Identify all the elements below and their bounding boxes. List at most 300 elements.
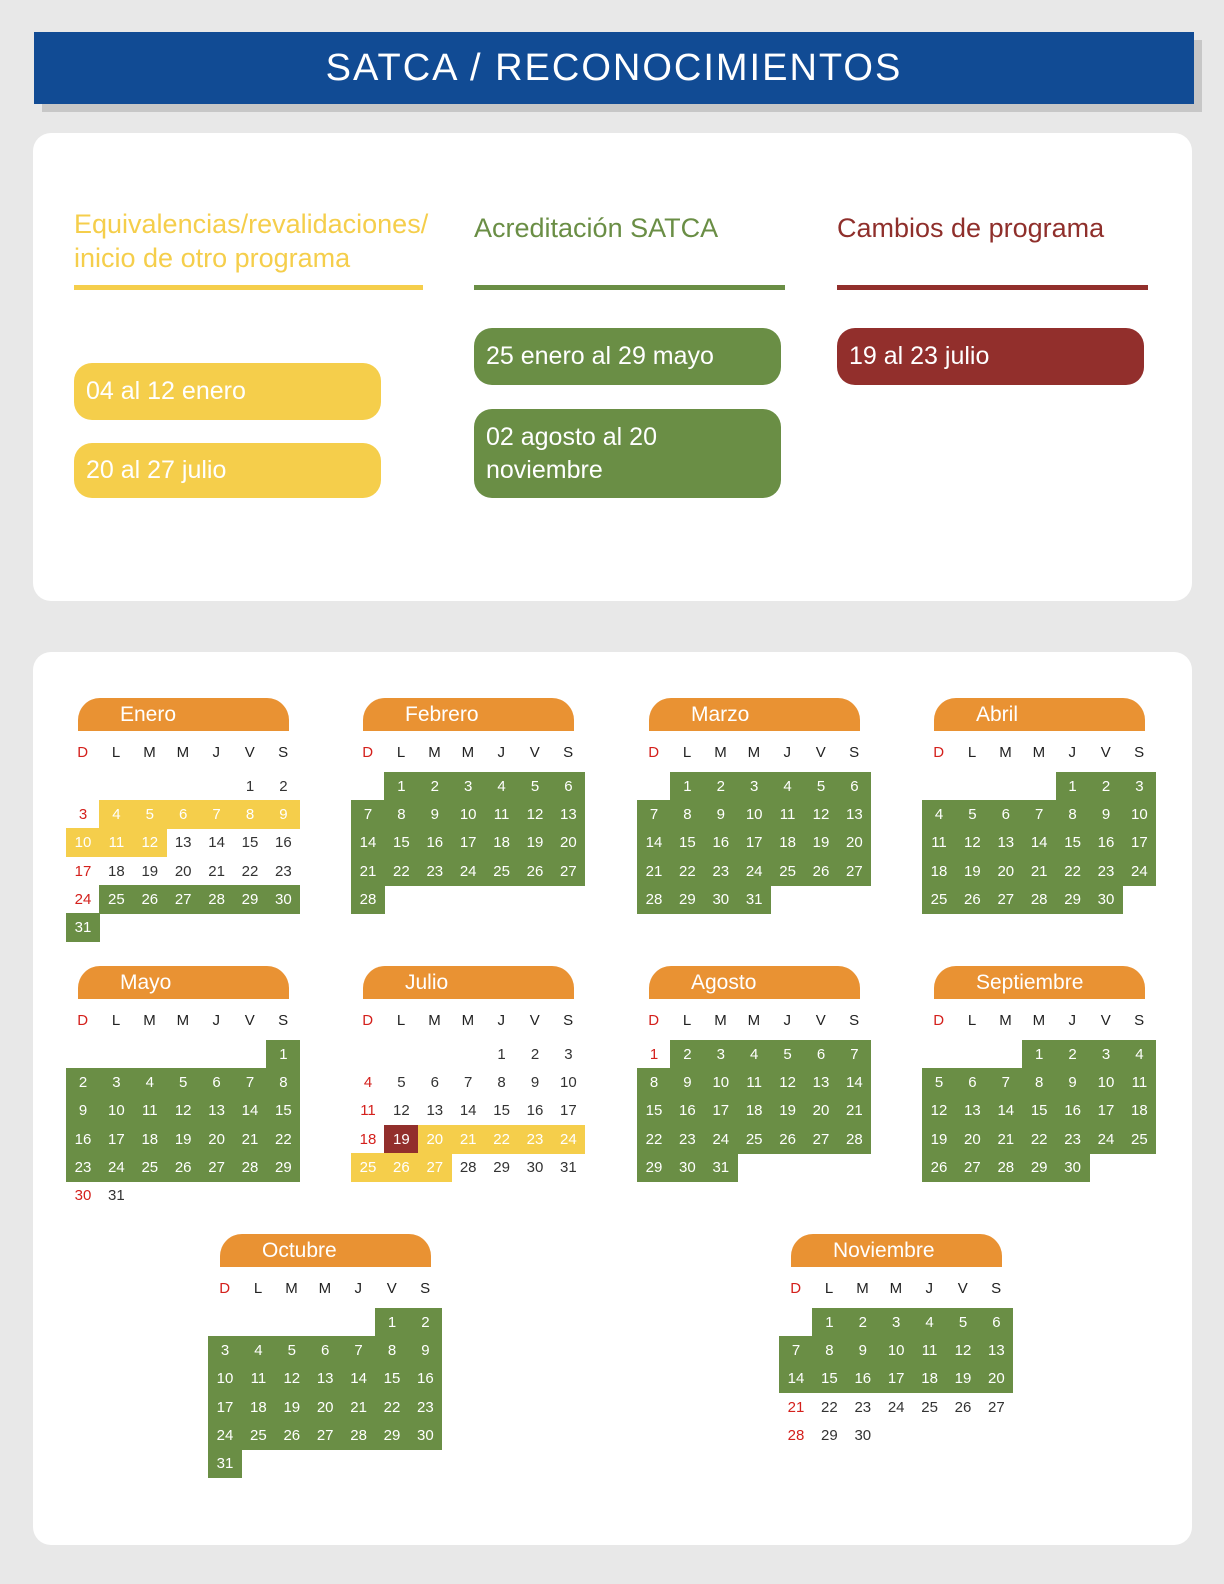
calendar-day: 18 [359, 1130, 377, 1148]
calendar-day: 23 [670, 1125, 704, 1154]
weekday-label: L [967, 1012, 977, 1029]
calendar-day: 1 [1022, 1040, 1056, 1069]
calendar-day: 17 [1089, 1096, 1123, 1125]
calendar-day: 3 [879, 1308, 913, 1337]
calendar-day: 27 [988, 1398, 1005, 1416]
weekday-label: D [77, 1012, 89, 1029]
calendar-day: 13 [804, 1068, 838, 1097]
calendar-day: 13 [989, 828, 1023, 857]
calendar-day: 23 [1056, 1125, 1090, 1154]
calendar-day: 10 [737, 800, 771, 829]
weekday-label: M [143, 744, 156, 761]
weekday-label: J [212, 1012, 221, 1029]
calendar-day: 24 [551, 1125, 585, 1154]
calendar-day: 19 [166, 1125, 200, 1154]
calendar-day: 22 [637, 1125, 671, 1154]
calendar-day: 4 [737, 1040, 771, 1069]
calendar-day: 13 [308, 1364, 342, 1393]
calendar-day: 21 [451, 1125, 485, 1154]
calendar-day: 19 [922, 1125, 956, 1154]
calendar-day: 7 [464, 1074, 473, 1092]
calendar-day: 6 [979, 1308, 1013, 1337]
column-underline [837, 285, 1148, 290]
calendar-day: 4 [922, 800, 956, 829]
calendar-day: 29 [1056, 885, 1090, 914]
calendar-day: 19 [804, 828, 838, 857]
weekday-label: L [824, 1280, 834, 1297]
column-title: Cambios de programa [837, 213, 1105, 243]
calendar-day: 26 [922, 1153, 956, 1182]
month-febrero [351, 698, 585, 998]
calendar-day: 21 [1022, 857, 1056, 886]
calendar-day: 22 [375, 1393, 409, 1422]
calendar-day: 28 [351, 885, 385, 914]
calendar-day: 30 [1056, 1153, 1090, 1182]
weekday-label: M [1032, 744, 1046, 761]
calendar-day: 14 [208, 834, 225, 852]
weekday-label: V [1100, 1012, 1111, 1029]
calendar-day: 10 [704, 1068, 738, 1097]
calendar-day: 23 [275, 862, 292, 880]
calendar-day: 19 [141, 862, 159, 880]
month-title: Mayo [78, 966, 289, 999]
calendar-day: 25 [922, 885, 956, 914]
calendar-day: 19 [384, 1125, 418, 1154]
calendar-day: 12 [922, 1096, 956, 1125]
calendar-day: 26 [133, 885, 167, 914]
calendar-day: 7 [779, 1336, 813, 1365]
month-title: Abril [934, 698, 1145, 731]
period-pill: 20 al 27 julio [74, 443, 381, 498]
period-pill: 02 agosto al 20 noviembre [474, 409, 781, 498]
calendar-day: 9 [408, 1336, 442, 1365]
calendar-day: 3 [737, 772, 771, 801]
calendar-day: 24 [704, 1125, 738, 1154]
weekday-label: S [991, 1280, 1002, 1297]
weekday-label: S [563, 744, 574, 761]
weekday-label: S [420, 1280, 431, 1297]
calendar-day: 27 [200, 1153, 234, 1182]
calendar-day: 15 [812, 1364, 846, 1393]
weekday-label: M [143, 1012, 156, 1029]
calendar-day: 27 [418, 1153, 452, 1182]
calendar-day: 6 [166, 800, 200, 829]
calendar-day: 26 [804, 857, 838, 886]
calendar-day: 18 [922, 857, 956, 886]
weekday-label: D [790, 1280, 802, 1297]
calendar-day: 22 [1056, 857, 1090, 886]
weekday-label: M [1032, 1012, 1046, 1029]
weekday-label: L [682, 1012, 692, 1029]
month-title: Julio [363, 966, 574, 999]
calendar-day: 18 [1122, 1096, 1156, 1125]
weekday-label: V [244, 1012, 255, 1029]
weekday-label: M [889, 1280, 903, 1297]
calendar-day: 21 [787, 1398, 805, 1416]
calendar-day: 17 [74, 862, 92, 880]
calendar-day: 2 [530, 1046, 540, 1063]
calendar-day: 1 [384, 772, 418, 801]
weekday-label: D [362, 1012, 374, 1029]
weekday-label: D [933, 1012, 945, 1029]
weekday-label: V [815, 744, 826, 761]
calendar-day: 23 [854, 1398, 872, 1416]
calendar-day: 29 [821, 1426, 838, 1444]
calendar-day: 4 [99, 800, 133, 829]
month-title: Septiembre [934, 966, 1145, 999]
weekday-label: S [1134, 1012, 1145, 1029]
calendar-day: 13 [979, 1336, 1013, 1365]
calendar-day: 23 [408, 1393, 442, 1422]
calendar-day: 4 [133, 1068, 167, 1097]
calendar-day: 19 [946, 1364, 980, 1393]
weekday-label: L [967, 744, 977, 761]
weekday-label: M [714, 1012, 727, 1029]
weekday-label: J [497, 744, 506, 761]
calendar-day: 1 [497, 1046, 506, 1063]
calendar-day: 5 [955, 800, 989, 829]
calendar-day: 31 [66, 913, 100, 942]
calendar-day: 15 [1056, 828, 1090, 857]
calendar-day: 27 [955, 1153, 989, 1182]
weekday-label: S [1134, 744, 1145, 761]
calendar-day: 13 [426, 1102, 444, 1120]
calendar-day: 15 [266, 1096, 300, 1125]
weekday-label: J [1068, 744, 1077, 761]
calendar-day: 21 [637, 857, 671, 886]
calendar-day: 2 [279, 778, 288, 795]
weekday-label: D [648, 744, 660, 761]
calendar-day: 30 [670, 1153, 704, 1182]
calendar-day: 27 [837, 857, 871, 886]
calendar-day: 29 [637, 1153, 671, 1182]
calendar-day: 15 [241, 834, 259, 852]
calendar-day: 16 [846, 1364, 880, 1393]
calendar-day: 1 [245, 778, 255, 795]
month-julio [351, 966, 585, 1266]
calendar-day: 24 [887, 1398, 905, 1416]
calendar-day: 28 [989, 1153, 1023, 1182]
calendar-day: 15 [493, 1102, 510, 1120]
calendar-day: 19 [275, 1393, 309, 1422]
calendar-day: 6 [837, 772, 871, 801]
month-marzo [637, 698, 871, 998]
calendar-day: 7 [342, 1336, 376, 1365]
calendar-day: 12 [955, 828, 989, 857]
calendar-day: 12 [518, 800, 552, 829]
calendar-day: 27 [804, 1125, 838, 1154]
calendar-day: 27 [166, 885, 200, 914]
calendar-day: 9 [1089, 800, 1123, 829]
calendar-day: 2 [1056, 1040, 1090, 1069]
calendar-day: 16 [66, 1125, 100, 1154]
calendar-day: 18 [737, 1096, 771, 1125]
calendar-day: 7 [837, 1040, 871, 1069]
calendar-day: 17 [99, 1125, 133, 1154]
calendar-day: 6 [955, 1068, 989, 1097]
calendar-day: 10 [1089, 1068, 1123, 1097]
calendar-day: 13 [551, 800, 585, 829]
calendar-day: 12 [946, 1336, 980, 1365]
calendar-day: 11 [241, 1364, 275, 1393]
calendar-day: 16 [704, 828, 738, 857]
calendar-day: 16 [418, 828, 452, 857]
calendar-day: 11 [922, 828, 956, 857]
calendar-day: 16 [670, 1096, 704, 1125]
weekday-label: D [77, 744, 89, 761]
calendar-day: 7 [989, 1068, 1023, 1097]
calendar-day: 16 [1089, 828, 1123, 857]
calendar-day: 15 [637, 1096, 671, 1125]
month-title: Noviembre [791, 1234, 1002, 1267]
calendar-day: 13 [200, 1096, 234, 1125]
calendar-day: 20 [804, 1096, 838, 1125]
weekday-label: M [747, 744, 761, 761]
calendar-day: 22 [241, 862, 259, 880]
calendar-day: 7 [200, 800, 234, 829]
calendar-day: 25 [1122, 1125, 1156, 1154]
calendar-day: 31 [108, 1187, 125, 1204]
month-noviembre [779, 1234, 1013, 1534]
calendar-day: 8 [637, 1068, 671, 1097]
calendar-day: 12 [166, 1096, 200, 1125]
calendar-day: 1 [1056, 772, 1090, 801]
calendar-day: 26 [954, 1398, 972, 1416]
calendar-day: 6 [551, 772, 585, 801]
weekday-label: M [318, 1280, 332, 1297]
weekday-label: L [111, 744, 121, 761]
calendar-day: 28 [233, 1153, 267, 1182]
calendar-day: 23 [704, 857, 738, 886]
calendar-day: 21 [233, 1125, 267, 1154]
calendar-day: 29 [670, 885, 704, 914]
calendar-day: 9 [1056, 1068, 1090, 1097]
calendar-day: 2 [670, 1040, 704, 1069]
calendar-day: 18 [485, 828, 519, 857]
month-septiembre [922, 966, 1156, 1266]
calendar-day: 14 [837, 1068, 871, 1097]
calendar-day: 24 [451, 857, 485, 886]
calendar-day: 12 [771, 1068, 805, 1097]
calendar-day: 7 [351, 800, 385, 829]
calendar-day: 30 [526, 1158, 544, 1176]
calendar-day: 10 [451, 800, 485, 829]
weekday-label: M [176, 1012, 190, 1029]
calendar-day: 6 [430, 1074, 439, 1092]
calendar-day: 9 [66, 1096, 100, 1125]
calendar-day: 17 [879, 1364, 913, 1393]
period-pill: 19 al 23 julio [837, 328, 1144, 385]
calendar-day: 11 [485, 800, 519, 829]
calendar-day: 6 [308, 1336, 342, 1365]
weekday-label: L [396, 744, 406, 761]
page-title: SATCA / RECONOCIMIENTOS [34, 32, 1194, 104]
calendar-day: 16 [408, 1364, 442, 1393]
calendar-day: 12 [804, 800, 838, 829]
calendar-day: 5 [518, 772, 552, 801]
calendar-day: 21 [208, 862, 225, 880]
calendar-day: 10 [1122, 800, 1156, 829]
calendar-day: 12 [133, 828, 167, 857]
calendar-day: 21 [351, 857, 385, 886]
calendar-day: 10 [99, 1096, 133, 1125]
calendar-day: 22 [821, 1398, 838, 1416]
weekday-label: J [783, 1012, 792, 1029]
calendar-day: 19 [518, 828, 552, 857]
calendar-day: 5 [166, 1068, 200, 1097]
calendar-day: 25 [737, 1125, 771, 1154]
calendar-day: 2 [408, 1308, 442, 1337]
calendar-day: 22 [485, 1125, 519, 1154]
weekday-label: S [849, 744, 860, 761]
calendar-day: 27 [551, 857, 585, 886]
calendar-day: 19 [771, 1096, 805, 1125]
month-mayo [66, 966, 300, 1266]
calendar-day: 25 [351, 1153, 385, 1182]
calendar-day: 3 [564, 1046, 573, 1063]
calendar-day: 29 [493, 1158, 510, 1176]
weekday-label: S [563, 1012, 574, 1029]
calendar-day: 6 [804, 1040, 838, 1069]
calendar-day: 30 [74, 1187, 92, 1204]
calendar-day: 24 [737, 857, 771, 886]
calendar-day: 14 [233, 1096, 267, 1125]
calendar-day: 20 [200, 1125, 234, 1154]
calendar-day: 3 [208, 1336, 242, 1365]
calendar-day: 5 [804, 772, 838, 801]
calendar-day: 4 [363, 1074, 373, 1092]
calendar-day: 20 [308, 1393, 342, 1422]
month-title: Febrero [363, 698, 574, 731]
calendar-day: 14 [1022, 828, 1056, 857]
calendar-day: 11 [133, 1096, 167, 1125]
calendar-day: 8 [233, 800, 267, 829]
calendar-day: 1 [670, 772, 704, 801]
calendar-day: 20 [551, 828, 585, 857]
calendar-day: 15 [375, 1364, 409, 1393]
weekday-label: V [815, 1012, 826, 1029]
calendar-day: 3 [704, 1040, 738, 1069]
weekday-label: L [253, 1280, 263, 1297]
column-title: Equivalencias/revalidaciones/ inicio de otro programa [74, 209, 429, 273]
calendar-day: 21 [342, 1393, 376, 1422]
calendar-day: 2 [846, 1308, 880, 1337]
weekday-label: V [1100, 744, 1111, 761]
calendar-day: 29 [233, 885, 267, 914]
calendar-day: 17 [737, 828, 771, 857]
calendar-day: 30 [266, 885, 300, 914]
weekday-label: M [999, 1012, 1012, 1029]
calendar-day: 20 [174, 862, 192, 880]
calendar-day: 9 [670, 1068, 704, 1097]
weekday-label: M [176, 744, 190, 761]
calendar-day: 20 [979, 1364, 1013, 1393]
calendar-day: 12 [393, 1102, 410, 1120]
calendar-day: 29 [1022, 1153, 1056, 1182]
calendar-day: 28 [787, 1426, 805, 1444]
calendar-day: 17 [451, 828, 485, 857]
weekday-label: L [396, 1012, 406, 1029]
calendar-day: 28 [459, 1158, 477, 1176]
calendar-day: 14 [779, 1364, 813, 1393]
calendar-day: 15 [1022, 1096, 1056, 1125]
calendar-day: 28 [200, 885, 234, 914]
weekday-label: M [747, 1012, 761, 1029]
calendar-day: 19 [955, 857, 989, 886]
calendar-day: 20 [418, 1125, 452, 1154]
calendar-day: 10 [879, 1336, 913, 1365]
calendar-day: 18 [771, 828, 805, 857]
calendar-day: 23 [66, 1153, 100, 1182]
calendar-day: 11 [771, 800, 805, 829]
calendar-day: 30 [704, 885, 738, 914]
calendar-day: 17 [1122, 828, 1156, 857]
calendar-day: 18 [241, 1393, 275, 1422]
calendar-day: 9 [266, 800, 300, 829]
period-pill: 25 enero al 29 mayo [474, 328, 781, 385]
calendar-day: 6 [200, 1068, 234, 1097]
calendar-day: 14 [637, 828, 671, 857]
calendar-day: 9 [846, 1336, 880, 1365]
calendar-day: 3 [451, 772, 485, 801]
weekday-label: S [849, 1012, 860, 1029]
weekday-label: S [278, 744, 289, 761]
calendar-day: 8 [812, 1336, 846, 1365]
calendar-day: 24 [208, 1421, 242, 1450]
calendar-day: 26 [275, 1421, 309, 1450]
calendar-day: 28 [342, 1421, 376, 1450]
weekday-label: M [428, 1012, 441, 1029]
calendar-day: 5 [771, 1040, 805, 1069]
weekday-label: V [244, 744, 255, 761]
calendar-day: 2 [66, 1068, 100, 1097]
calendar-day: 26 [384, 1153, 418, 1182]
weekday-label: J [783, 744, 792, 761]
period-pill: 04 al 12 enero [74, 363, 381, 420]
weekday-label: M [856, 1280, 869, 1297]
calendar-day: 6 [989, 800, 1023, 829]
calendar-day: 20 [989, 857, 1023, 886]
calendar-day: 17 [704, 1096, 738, 1125]
calendar-day: 1 [375, 1308, 409, 1337]
month-agosto [637, 966, 871, 1266]
weekday-label: M [714, 744, 727, 761]
weekday-label: M [461, 744, 475, 761]
calendar-day: 17 [208, 1393, 242, 1422]
calendar-day: 25 [921, 1398, 938, 1416]
calendar-day: 8 [670, 800, 704, 829]
column-underline [474, 285, 785, 290]
weekday-label: V [386, 1280, 397, 1297]
month-title: Agosto [649, 966, 860, 999]
weekday-label: V [529, 1012, 540, 1029]
calendar-day: 5 [397, 1074, 406, 1092]
month-title: Octubre [220, 1234, 431, 1267]
calendar-day: 9 [418, 800, 452, 829]
calendar-day: 5 [922, 1068, 956, 1097]
calendar-day: 17 [560, 1102, 577, 1120]
calendar-day: 26 [955, 885, 989, 914]
weekday-label: M [999, 744, 1012, 761]
calendar-day: 22 [266, 1125, 300, 1154]
month-octubre [208, 1234, 442, 1534]
calendar-day: 2 [704, 772, 738, 801]
calendar-day: 14 [351, 828, 385, 857]
calendar-day: 25 [133, 1153, 167, 1182]
month-enero [66, 698, 300, 998]
weekday-label: J [1068, 1012, 1077, 1029]
calendar-day: 9 [704, 800, 738, 829]
